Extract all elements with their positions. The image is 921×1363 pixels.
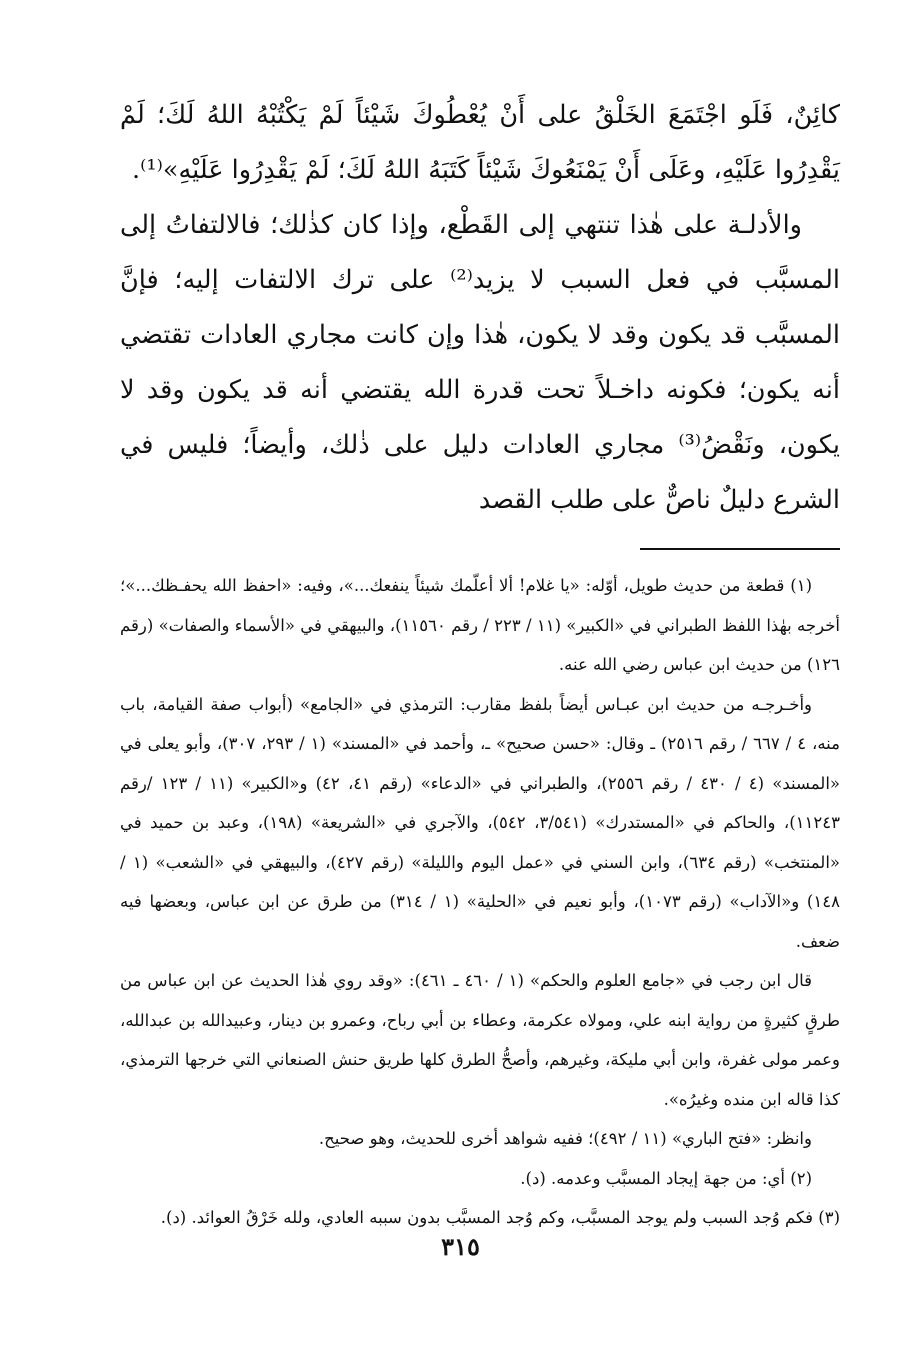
footnote-1: (١) قطعة من حديث طويل، أوّله: «يا غلام! ألا أعلّمك شيئاً ينفعك...»، وفيه: «احفظ الله يحفـظك...»؛ أخرجه بهٰذا اللفظ الطبراني في «الكبير» (١١ / ٢٢٣ / رقم ١١٥٦٠)، والبيهقي في «الأسماء والصفات» (رقم ١٢٦) من حديث ابن عباس رضي الله عنه.	[120, 576, 840, 674]
main-paragraph-1: كائِنٌ، فَلَو اجْتَمَعَ الخَلْقُ على أَنْ يُعْطُوكَ شَيْئاً لَمْ يَكْتُبْهُ اللهُ لَكَ؛ لَمْ يَقْدِرُوا عَلَيْهِ، وعَلَى أَنْ يَمْنَعُوكَ شَيْئاً كَتَبَهُ اللهُ لَكَ؛ لَمْ يَقْدِرُوا عَلَيْهِ»⁽¹⁾.	[120, 100, 840, 185]
footnote-3: (٣) فكم وُجد السبب ولم يوجد المسبَّب، وكم وُجد المسبَّب بدون سببه العادي، ولله خَرْقُ العوائد. (د).	[160, 1208, 840, 1227]
footnote-1-continuation-a: وأخـرجـه من حديث ابن عبـاس أيضاً بلفظ مقارب: الترمذي في «الجامع» (أبواب صفة القيامة، باب منه، ٤ / ٦٦٧ / رقم ٢٥١٦) ـ وقال: «حسن صحيح» ـ، وأحمد في «المسند» (١ / ٢٩٣، ٣٠٧)، وأبو يعلى في «المسند» (٤ / ٤٣٠ / رقم ٢٥٥٦)، والطبراني في «الدعاء» (رقم ٤١، ٤٢) و«الكبير» (١١ / ١٢٣ /رقم ١١٢٤٣)، والحاكم في «المستدرك» (٣/٥٤١، ٥٤٢)، والآجري في «الشريعة» (١٩٨)، وعبد بن حميد في «المنتخب» (رقم ٦٣٤)، وابن السني في «عمل اليوم والليلة» (رقم ٤٢٧)، والبيهقي في «الشعب» (١ / ١٤٨) و«الآداب» (رقم ١٠٧٣)، وأبو نعيم في «الحلية» (١ / ٣١٤) من طرق عن ابن عباس، وبعضها فيه ضعف.	[120, 694, 841, 951]
page-number: ٣١٥	[441, 1232, 480, 1261]
footnote-divider	[640, 548, 840, 550]
footnote-1-continuation-b: قال ابن رجب في «جامع العلوم والحكم» (١ / ٤٦٠ ـ ٤٦١): «وقد روي هٰذا الحديث عن ابن عباس من طرقٍ كثيرةٍ من رواية ابنه علي، ومولاه عكرمة، وعطاء بن أبي رباح، وعمرو بن دينار، وعبيدالله بن عبدالله، وعمر مولى غفرة، وابن أبي مليكة، وغيرهم، وأصحُّ الطرق كلها طريق حنش الصنعاني التي خرجها الترمذي، كذا قاله ابن منده وغيرُه».	[120, 971, 840, 1109]
footnote-2: (٢) أي: من جهة إيجاد المسبَّب وعدمه. (د).	[520, 1168, 812, 1188]
footnotes	[120, 566, 840, 1238]
footnote-1-continuation-c: وانظر: «فتح الباري» (١١ / ٤٩٢)؛ ففيه شواهد أخرى للحديث، وهو صحيح.	[318, 1129, 812, 1148]
main-paragraph-2: والأدلـة على هٰذا تنتهي إلى القَطْع، وإذا كان كذٰلك؛ فالالتفاتُ إلى المسبَّب في فعل السبب لا يزيد⁽²⁾ على ترك الالتفات إليه؛ فإنَّ المسبَّب قد يكون وقد لا يكون، هٰذا وإن كانت مجاري العادات تقتضي أنه يكون؛ فكونه داخـلاً تحت قدرة الله يقتضي أنه قد يكون وقد لا يكون، ونَقْضُ⁽³⁾ مجاري العادات دليل على ذٰلك، وأيضاً؛ فليس في الشرع دليلٌ ناصٌّ على طلب القصد	[120, 210, 841, 515]
main-text	[120, 88, 840, 528]
page-body	[120, 88, 840, 1238]
